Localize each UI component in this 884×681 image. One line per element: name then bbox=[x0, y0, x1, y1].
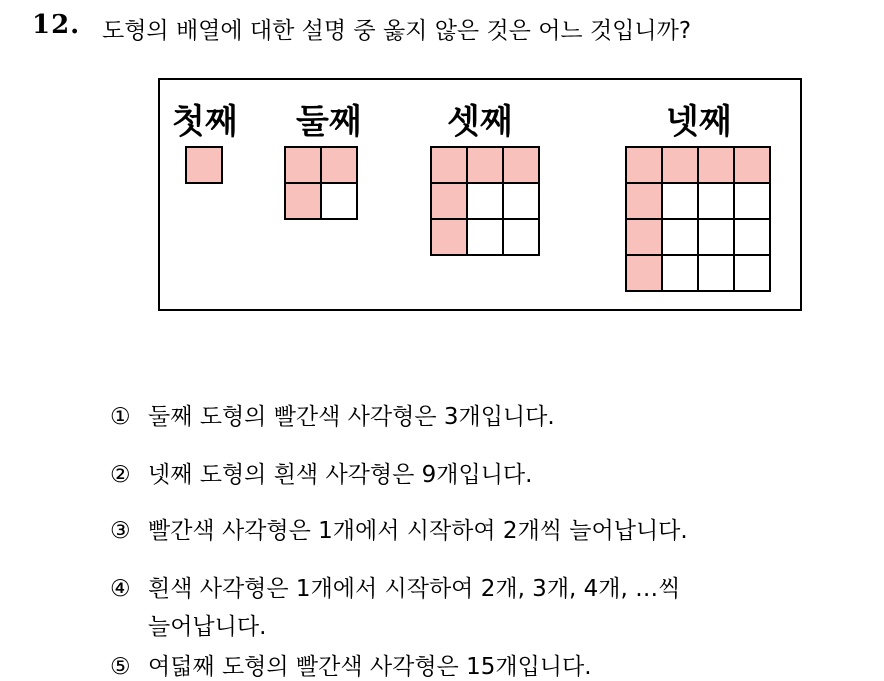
red-square bbox=[625, 182, 663, 220]
option-marker: ③ bbox=[110, 518, 131, 544]
option-text: 넷째 도형의 흰색 사각형은 9개입니다. bbox=[148, 462, 533, 488]
red-square bbox=[430, 146, 468, 184]
option-5[interactable] bbox=[110, 648, 592, 681]
white-square bbox=[733, 218, 771, 256]
red-square bbox=[697, 146, 735, 184]
white-square bbox=[502, 182, 540, 220]
question-text: 도형의 배열에 대한 설명 중 옳지 않은 것은 어느 것입니까? bbox=[102, 18, 692, 44]
option-text: 흰색 사각형은 1개에서 시작하여 2개, 3개, 4개, …씩 bbox=[148, 576, 681, 602]
white-square bbox=[733, 254, 771, 292]
question-number: 12. bbox=[32, 10, 81, 40]
option-2[interactable] bbox=[110, 456, 532, 489]
figure-box bbox=[158, 78, 802, 311]
figure-label-third: 셋째 bbox=[447, 102, 513, 142]
white-square bbox=[502, 218, 540, 256]
white-square bbox=[466, 218, 504, 256]
white-square bbox=[661, 218, 699, 256]
white-square bbox=[697, 254, 735, 292]
option-text: 여덟째 도형의 빨간색 사각형은 15개입니다. bbox=[148, 654, 592, 680]
red-square bbox=[466, 146, 504, 184]
figure-grid-first bbox=[185, 146, 223, 184]
option-marker: ② bbox=[110, 462, 131, 488]
red-square bbox=[284, 146, 322, 184]
option-text: 둘째 도형의 빨간색 사각형은 3개입니다. bbox=[148, 404, 555, 430]
option-1[interactable] bbox=[110, 398, 555, 431]
figure-grid-fourth bbox=[625, 146, 777, 298]
white-square bbox=[320, 182, 358, 220]
option-marker: ① bbox=[110, 404, 131, 430]
red-square bbox=[733, 146, 771, 184]
white-square bbox=[466, 182, 504, 220]
red-square bbox=[625, 254, 663, 292]
white-square bbox=[733, 182, 771, 220]
figure-label-fourth: 넷째 bbox=[666, 102, 732, 142]
option-marker: ⑤ bbox=[110, 654, 131, 680]
red-square bbox=[625, 146, 663, 184]
white-square bbox=[661, 254, 699, 292]
white-square bbox=[697, 218, 735, 256]
red-square bbox=[430, 218, 468, 256]
red-square bbox=[185, 146, 223, 184]
red-square bbox=[661, 146, 699, 184]
white-square bbox=[697, 182, 735, 220]
option-4-continuation: 늘어납니다. bbox=[148, 614, 267, 640]
option-marker: ④ bbox=[110, 576, 131, 602]
option-3[interactable] bbox=[110, 512, 688, 545]
figure-label-second: 둘째 bbox=[296, 102, 362, 142]
red-square bbox=[502, 146, 540, 184]
red-square bbox=[625, 218, 663, 256]
red-square bbox=[284, 182, 322, 220]
red-square bbox=[320, 146, 358, 184]
white-square bbox=[661, 182, 699, 220]
option-4[interactable] bbox=[110, 570, 680, 603]
figure-grid-second bbox=[284, 146, 360, 222]
red-square bbox=[430, 182, 468, 220]
figure-grid-third bbox=[430, 146, 544, 260]
figure-label-first: 첫째 bbox=[172, 102, 238, 142]
option-text: 빨간색 사각형은 1개에서 시작하여 2개씩 늘어납니다. bbox=[148, 518, 688, 544]
